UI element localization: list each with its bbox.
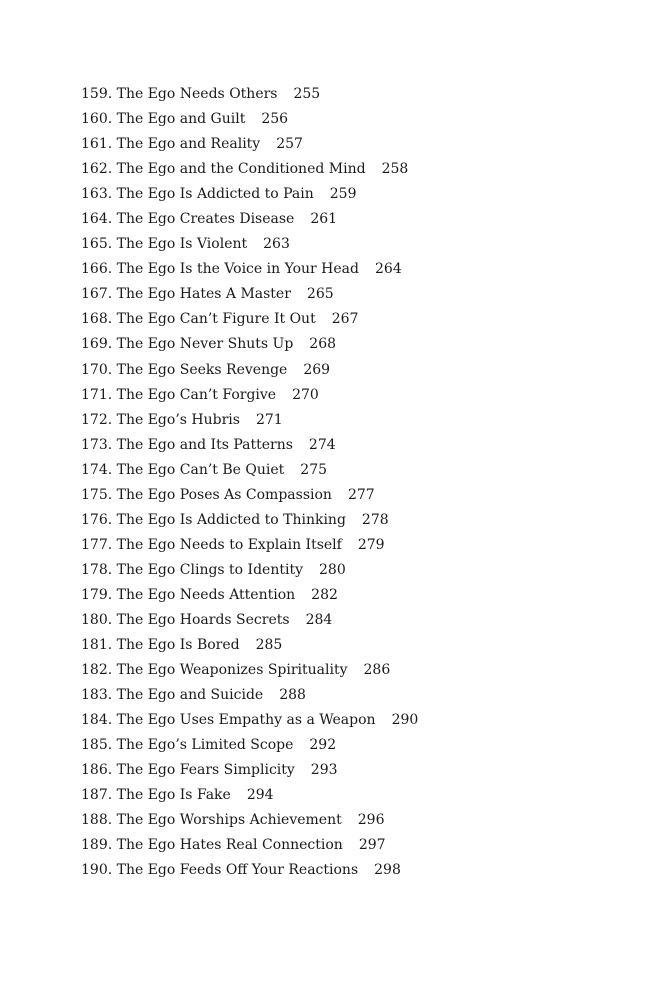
toc-entry-page-number: 258 — [381, 161, 409, 178]
toc-entry-title: The Ego’s Hubris — [116, 411, 240, 428]
toc-entry[interactable] — [81, 408, 418, 433]
toc-entry[interactable] — [81, 858, 418, 883]
toc-entry[interactable] — [81, 583, 418, 608]
toc-entry-title: The Ego and the Conditioned Mind — [116, 161, 366, 178]
toc-entry-number: 177. — [81, 536, 113, 553]
toc-entry[interactable] — [81, 207, 418, 232]
toc-entry-title: The Ego Hates A Master — [116, 286, 291, 303]
toc-entry-page-number: 286 — [363, 662, 391, 679]
toc-entry-number: 167. — [81, 286, 113, 303]
toc-entry-title: The Ego Is Addicted to Pain — [116, 186, 314, 203]
toc-entry-page-number: 284 — [305, 611, 333, 628]
toc-entry[interactable] — [81, 483, 418, 508]
toc-entry-title: The Ego Fears Simplicity — [116, 762, 295, 779]
toc-entry[interactable] — [81, 783, 418, 808]
toc-entry-number: 190. — [81, 862, 113, 879]
toc-entry-page-number: 280 — [319, 561, 346, 578]
toc-entry-title: The Ego Uses Empathy as a Weapon — [116, 712, 376, 729]
toc-entry[interactable] — [81, 257, 418, 282]
toc-entry-page-number: 269 — [303, 361, 331, 378]
toc-entry-page-number: 265 — [306, 286, 334, 303]
toc-entry-page-number: 296 — [357, 812, 385, 829]
toc-entry-number: 188. — [81, 812, 113, 829]
toc-entry[interactable] — [81, 433, 418, 458]
toc-entry-title: The Ego Is Addicted to Thinking — [116, 511, 346, 528]
toc-entry-title: The Ego Is Violent — [116, 236, 248, 253]
toc-entry-number: 180. — [81, 611, 113, 628]
toc-entry-title: The Ego Needs Others — [116, 86, 278, 102]
toc-entry-title: The Ego and Its Patterns — [116, 436, 293, 453]
toc-entry[interactable] — [81, 332, 418, 357]
toc-entry-number: 166. — [81, 261, 113, 278]
toc-entry-number: 172. — [81, 411, 113, 428]
toc-entry-number: 176. — [81, 511, 113, 528]
toc-entry-page-number: 275 — [300, 461, 328, 478]
toc-entry-page-number: 256 — [261, 111, 289, 128]
toc-entry[interactable] — [81, 157, 418, 182]
toc-entry[interactable] — [81, 232, 418, 257]
toc-entry-number: 183. — [81, 687, 113, 704]
toc-entry-page-number: 297 — [358, 837, 386, 854]
toc-entry-title: The Ego’s Limited Scope — [116, 737, 294, 754]
toc-entry-title: The Ego Never Shuts Up — [116, 336, 294, 353]
toc-entry[interactable] — [81, 633, 418, 658]
toc-entry-page-number: 279 — [357, 536, 385, 553]
toc-entry-number: 164. — [81, 211, 113, 228]
toc-entry-page-number: 298 — [374, 862, 401, 879]
toc-entry-title: The Ego Seeks Revenge — [116, 361, 288, 378]
toc-entry-title: The Ego Clings to Identity — [116, 561, 303, 578]
toc-entry-number: 179. — [81, 586, 113, 603]
toc-entry[interactable] — [81, 708, 418, 733]
toc-entry-number: 171. — [81, 386, 113, 403]
toc-entry-page-number: 267 — [331, 311, 359, 328]
toc-entry-page-number: 290 — [391, 712, 419, 729]
toc-entry-title: The Ego Worships Achievement — [116, 812, 342, 829]
toc-entry-page-number: 261 — [310, 211, 338, 228]
toc-entry[interactable] — [81, 307, 418, 332]
toc-entry[interactable] — [81, 282, 418, 307]
toc-entry[interactable] — [81, 458, 418, 483]
toc-entry[interactable] — [81, 758, 418, 783]
toc-entry-page-number: 278 — [361, 511, 389, 528]
toc-entry[interactable] — [81, 683, 418, 708]
toc-entry-number: 185. — [81, 737, 113, 754]
toc-entry[interactable] — [81, 558, 418, 583]
toc-entry-number: 189. — [81, 837, 113, 854]
toc-entry-page-number: 270 — [292, 386, 319, 403]
toc-entry-page-number: 293 — [310, 762, 338, 779]
toc-entry-title: The Ego Hates Real Connection — [116, 837, 343, 854]
toc-entry-title: The Ego Can’t Figure It Out — [116, 311, 316, 328]
toc-entry-page-number: 264 — [375, 261, 402, 278]
toc-entry-title: The Ego and Suicide — [116, 687, 264, 704]
toc-entry[interactable] — [81, 808, 418, 833]
toc-entry-number: 181. — [81, 637, 113, 654]
toc-entry-title: The Ego Is Fake — [116, 787, 231, 804]
toc-entry-title: The Ego Can’t Be Quiet — [116, 461, 285, 478]
toc-entry-page-number: 277 — [347, 486, 375, 503]
toc-entry-title: The Ego Weaponizes Spirituality — [116, 662, 348, 679]
table-of-contents — [81, 82, 418, 884]
toc-entry[interactable] — [81, 132, 418, 157]
toc-entry-number: 182. — [81, 662, 113, 679]
toc-entry[interactable] — [81, 533, 418, 558]
toc-entry[interactable] — [81, 608, 418, 633]
toc-entry-title: The Ego Hoards Secrets — [116, 611, 290, 628]
toc-entry[interactable] — [81, 82, 418, 107]
toc-entry[interactable] — [81, 833, 418, 858]
toc-entry-page-number: 274 — [308, 436, 336, 453]
toc-entry-title: The Ego Is the Voice in Your Head — [116, 261, 359, 278]
toc-entry-title: The Ego and Guilt — [116, 111, 246, 128]
toc-entry-number: 175. — [81, 486, 113, 503]
toc-entry-page-number: 263 — [263, 236, 290, 253]
toc-entry-title: The Ego Needs Attention — [116, 586, 296, 603]
toc-entry-number: 159. — [81, 86, 113, 102]
toc-entry-title: The Ego Creates Disease — [116, 211, 295, 228]
toc-entry-number: 163. — [81, 186, 113, 203]
toc-entry-number: 165. — [81, 236, 113, 253]
toc-entry[interactable] — [81, 107, 418, 132]
toc-entry[interactable] — [81, 733, 418, 758]
toc-entry-page-number: 294 — [246, 787, 274, 804]
toc-entry-number: 173. — [81, 436, 113, 453]
toc-entry-title: The Ego Is Bored — [116, 637, 240, 654]
toc-entry-number: 187. — [81, 787, 113, 804]
toc-entry-title: The Ego Needs to Explain Itself — [116, 536, 342, 553]
toc-entry-number: 162. — [81, 161, 113, 178]
toc-entry-page-number: 268 — [309, 336, 337, 353]
toc-entry[interactable] — [81, 508, 418, 533]
toc-entry-title: The Ego Poses As Compassion — [116, 486, 332, 503]
toc-entry-page-number: 288 — [279, 687, 306, 704]
toc-entry-page-number: 271 — [255, 411, 283, 428]
toc-entry[interactable] — [81, 658, 418, 683]
toc-entry[interactable] — [81, 383, 418, 408]
toc-entry-number: 184. — [81, 712, 113, 729]
toc-entry-number: 160. — [81, 111, 113, 128]
toc-entry-title: The Ego Can’t Forgive — [116, 386, 277, 403]
toc-entry-page-number: 257 — [276, 136, 303, 153]
toc-entry-page-number: 285 — [255, 637, 283, 654]
toc-entry-title: The Ego Feeds Off Your Reactions — [116, 862, 359, 879]
toc-entry[interactable] — [81, 358, 418, 383]
toc-entry-number: 161. — [81, 136, 113, 153]
toc-entry[interactable] — [81, 182, 418, 207]
toc-entry-page-number: 259 — [329, 186, 357, 203]
toc-entry-number: 169. — [81, 336, 113, 353]
toc-entry-number: 170. — [81, 361, 113, 378]
toc-entry-page-number: 282 — [311, 586, 338, 603]
toc-entry-number: 186. — [81, 762, 113, 779]
toc-entry-number: 174. — [81, 461, 113, 478]
toc-entry-page-number: 292 — [309, 737, 337, 754]
toc-entry-title: The Ego and Reality — [116, 136, 261, 153]
toc-entry-page-number: 255 — [293, 86, 321, 102]
toc-entry-number: 178. — [81, 561, 113, 578]
toc-entry-number: 168. — [81, 311, 113, 328]
